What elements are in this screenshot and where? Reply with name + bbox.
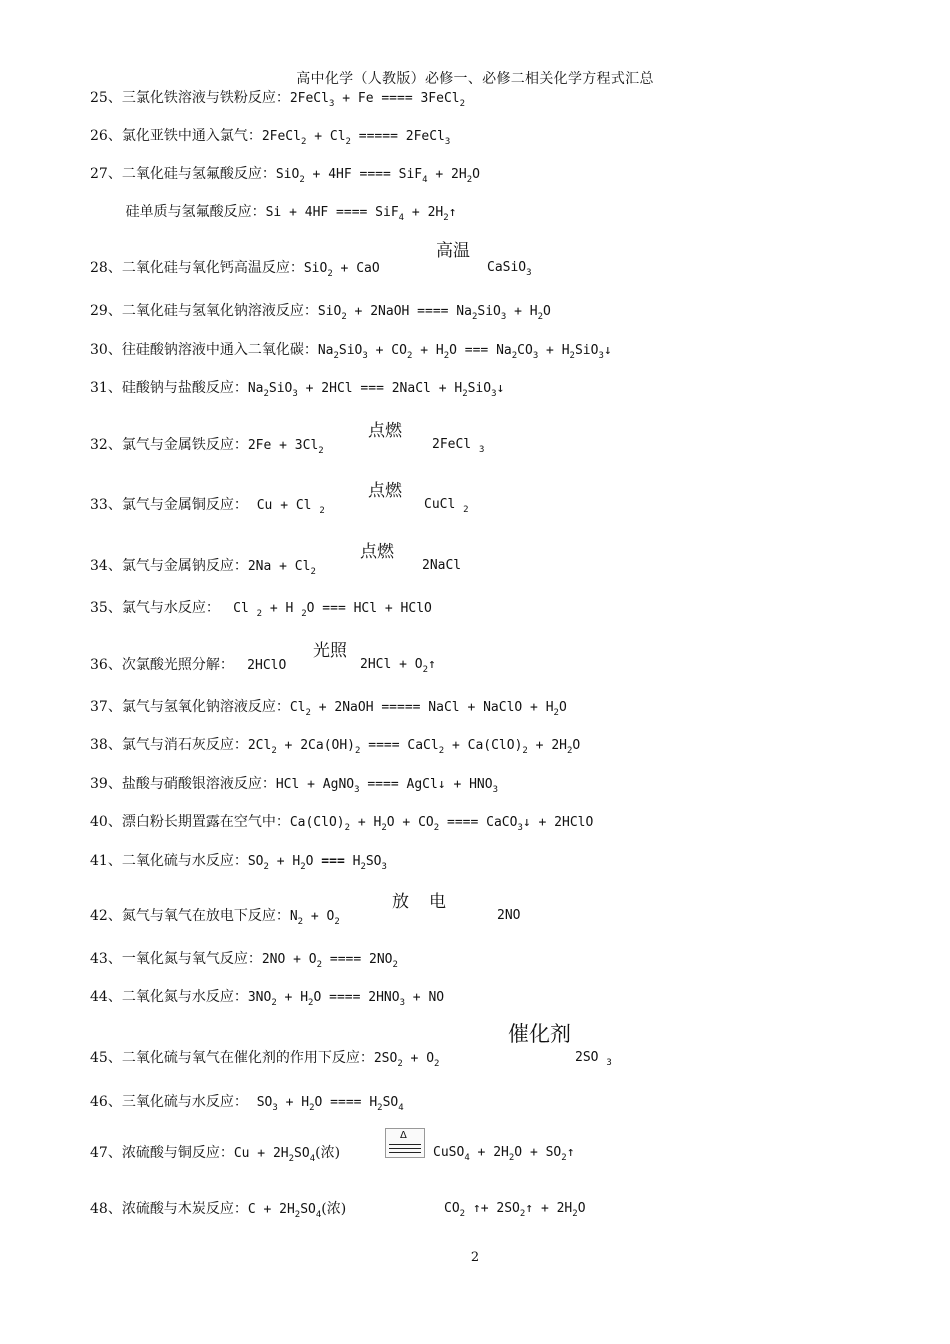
product-48: $CO_2$ ↑+ $2SO_2↑ + 2H_2O$ [444,1201,586,1219]
page-header: 高中化学（人教版）必修一、必修二相关化学方程式汇总 [296,71,654,87]
equation-39: 39、盐酸与硝酸银溶液反应：HCl + AgNO$_3$ ==== AgCl↓ + $HNO_3$ [90,776,499,795]
equation-41: 41、二氧化硫与水反应：$SO_2 + H_2O$ === $H_2SO_3$ [90,853,387,872]
condition-ignite-32: 点燃 [368,421,402,441]
equation-29: 29、二氧化硅与氢氧化钠溶液反应：SiO$_2$ + 2NaOH ==== $Na_2SiO_3 + H_2O$ [90,303,551,322]
equation-45: 45、二氧化硫与氧气在催化剂的作用下反应：$2SO_2 + O_2$ [90,1050,440,1069]
condition-high-temp: 高温 [436,241,470,261]
equation-46: 46、三氧化硫与水反应： $SO_3 + H_2O$ ==== $H_2SO_4$ [90,1094,404,1113]
product-47: CuSO$_4$ + $2H_2O$ + $SO_2↑$ [433,1145,575,1163]
condition-catalyst: 催化剂 [508,1022,571,1046]
equation-44: 44、二氧化氮与水反应：$3NO_2 + H_2O$ ==== $2HNO_3$ + NO [90,989,445,1008]
equation-25: 25、三氯化铁溶液与铁粉反应：2FeCl$_3$ + Fe ==== 3FeCl$_2$ [90,90,466,109]
product-42: 2NO [497,908,521,923]
condition-ignite-34: 点燃 [360,542,394,562]
equation-35: 35、氯气与水反应： Cl $_2$ + H $_2$O === HCl + HClO [90,600,432,619]
equation-37: 37、氯气与氢氧化钠溶液反应：$Cl_2$ + 2NaOH ===== NaCl + NaClO + $H_2O$ [90,699,567,718]
condition-discharge: 放电 [392,892,466,912]
heat-triangle-icon: Δ [400,1130,407,1141]
condition-light: 光照 [313,641,347,661]
equation-38: 38、氯气与消石灰反应：$2Cl_2 + 2Ca(OH)_2$ ==== CaCl$_2$ + $Ca(ClO)_2 + 2H_2O$ [90,737,581,756]
equation-33: 33、氯气与金属铜反应： Cu + Cl $_2$ [90,497,325,516]
equation-36: 36、次氯酸光照分解： 2HClO [90,657,287,673]
equation-26: 26、氯化亚铁中通入氯气：2FeCl$_2$ + $Cl_2$ ===== 2FeCl$_3$ [90,128,451,147]
product-32: 2FeCl $_3$ [432,437,485,455]
equation-32: 32、氯气与金属铁反应：$2Fe + 3Cl_2$ [90,437,324,456]
equation-27: 27、二氧化硅与氢氟酸反应：SiO$_2$ + 4HF ==== $SiF_4 + 2H_2O$ [90,166,480,185]
product-34: 2NaCl [422,558,462,573]
equation-48: 48、浓硫酸与木炭反应：$C + 2H_2SO_4$(浓) [90,1201,347,1220]
heat-condition-box [385,1128,425,1158]
equation-31: 31、硅酸钠与盐酸反应：$Na_2SiO_3 + 2HCl$ === 2NaCl + $H_2SiO_3↓$ [90,380,505,399]
equation-47: 47、浓硫酸与铜反应：$Cu + 2H_2SO_4$(浓) [90,1145,341,1164]
product-45: 2SO $_3$ [575,1050,612,1068]
equation-28: 28、二氧化硅与氧化钙高温反应：SiO$_2$ + CaO [90,260,380,279]
product-36: $2HCl + O_2↑$ [360,657,436,675]
equation-34: 34、氯气与金属钠反应：$2Na + Cl_2$ [90,558,316,577]
equation-27b: 硅单质与氢氟酸反应：Si + 4HF ==== $SiF_4 + 2H_2↑$ [90,204,457,223]
equation-43: 43、一氧化氮与氧气反应：$2NO + O_2$ ==== $2NO_2$ [90,951,398,970]
page-number: 2 [470,1250,480,1265]
equation-40: 40、漂白粉长期置露在空气中：$Ca(ClO)_2 + H_2O + CO_2$ ==== CaCO$_3$↓ + 2HClO [90,814,594,833]
equation-42: 42、氮气与氧气在放电下反应：$N_2 + O_2$ [90,908,340,927]
product-33: CuCl $_2$ [424,497,469,515]
equation-30: 30、往硅酸钠溶液中通入二氧化碳：$Na_2SiO_3 + CO_2 + H_2O$ === $Na_2CO_3$ + $H_2SiO_3↓$ [90,342,612,361]
condition-ignite-33: 点燃 [368,481,402,501]
product-28: CaSiO$_3$ [487,260,532,278]
